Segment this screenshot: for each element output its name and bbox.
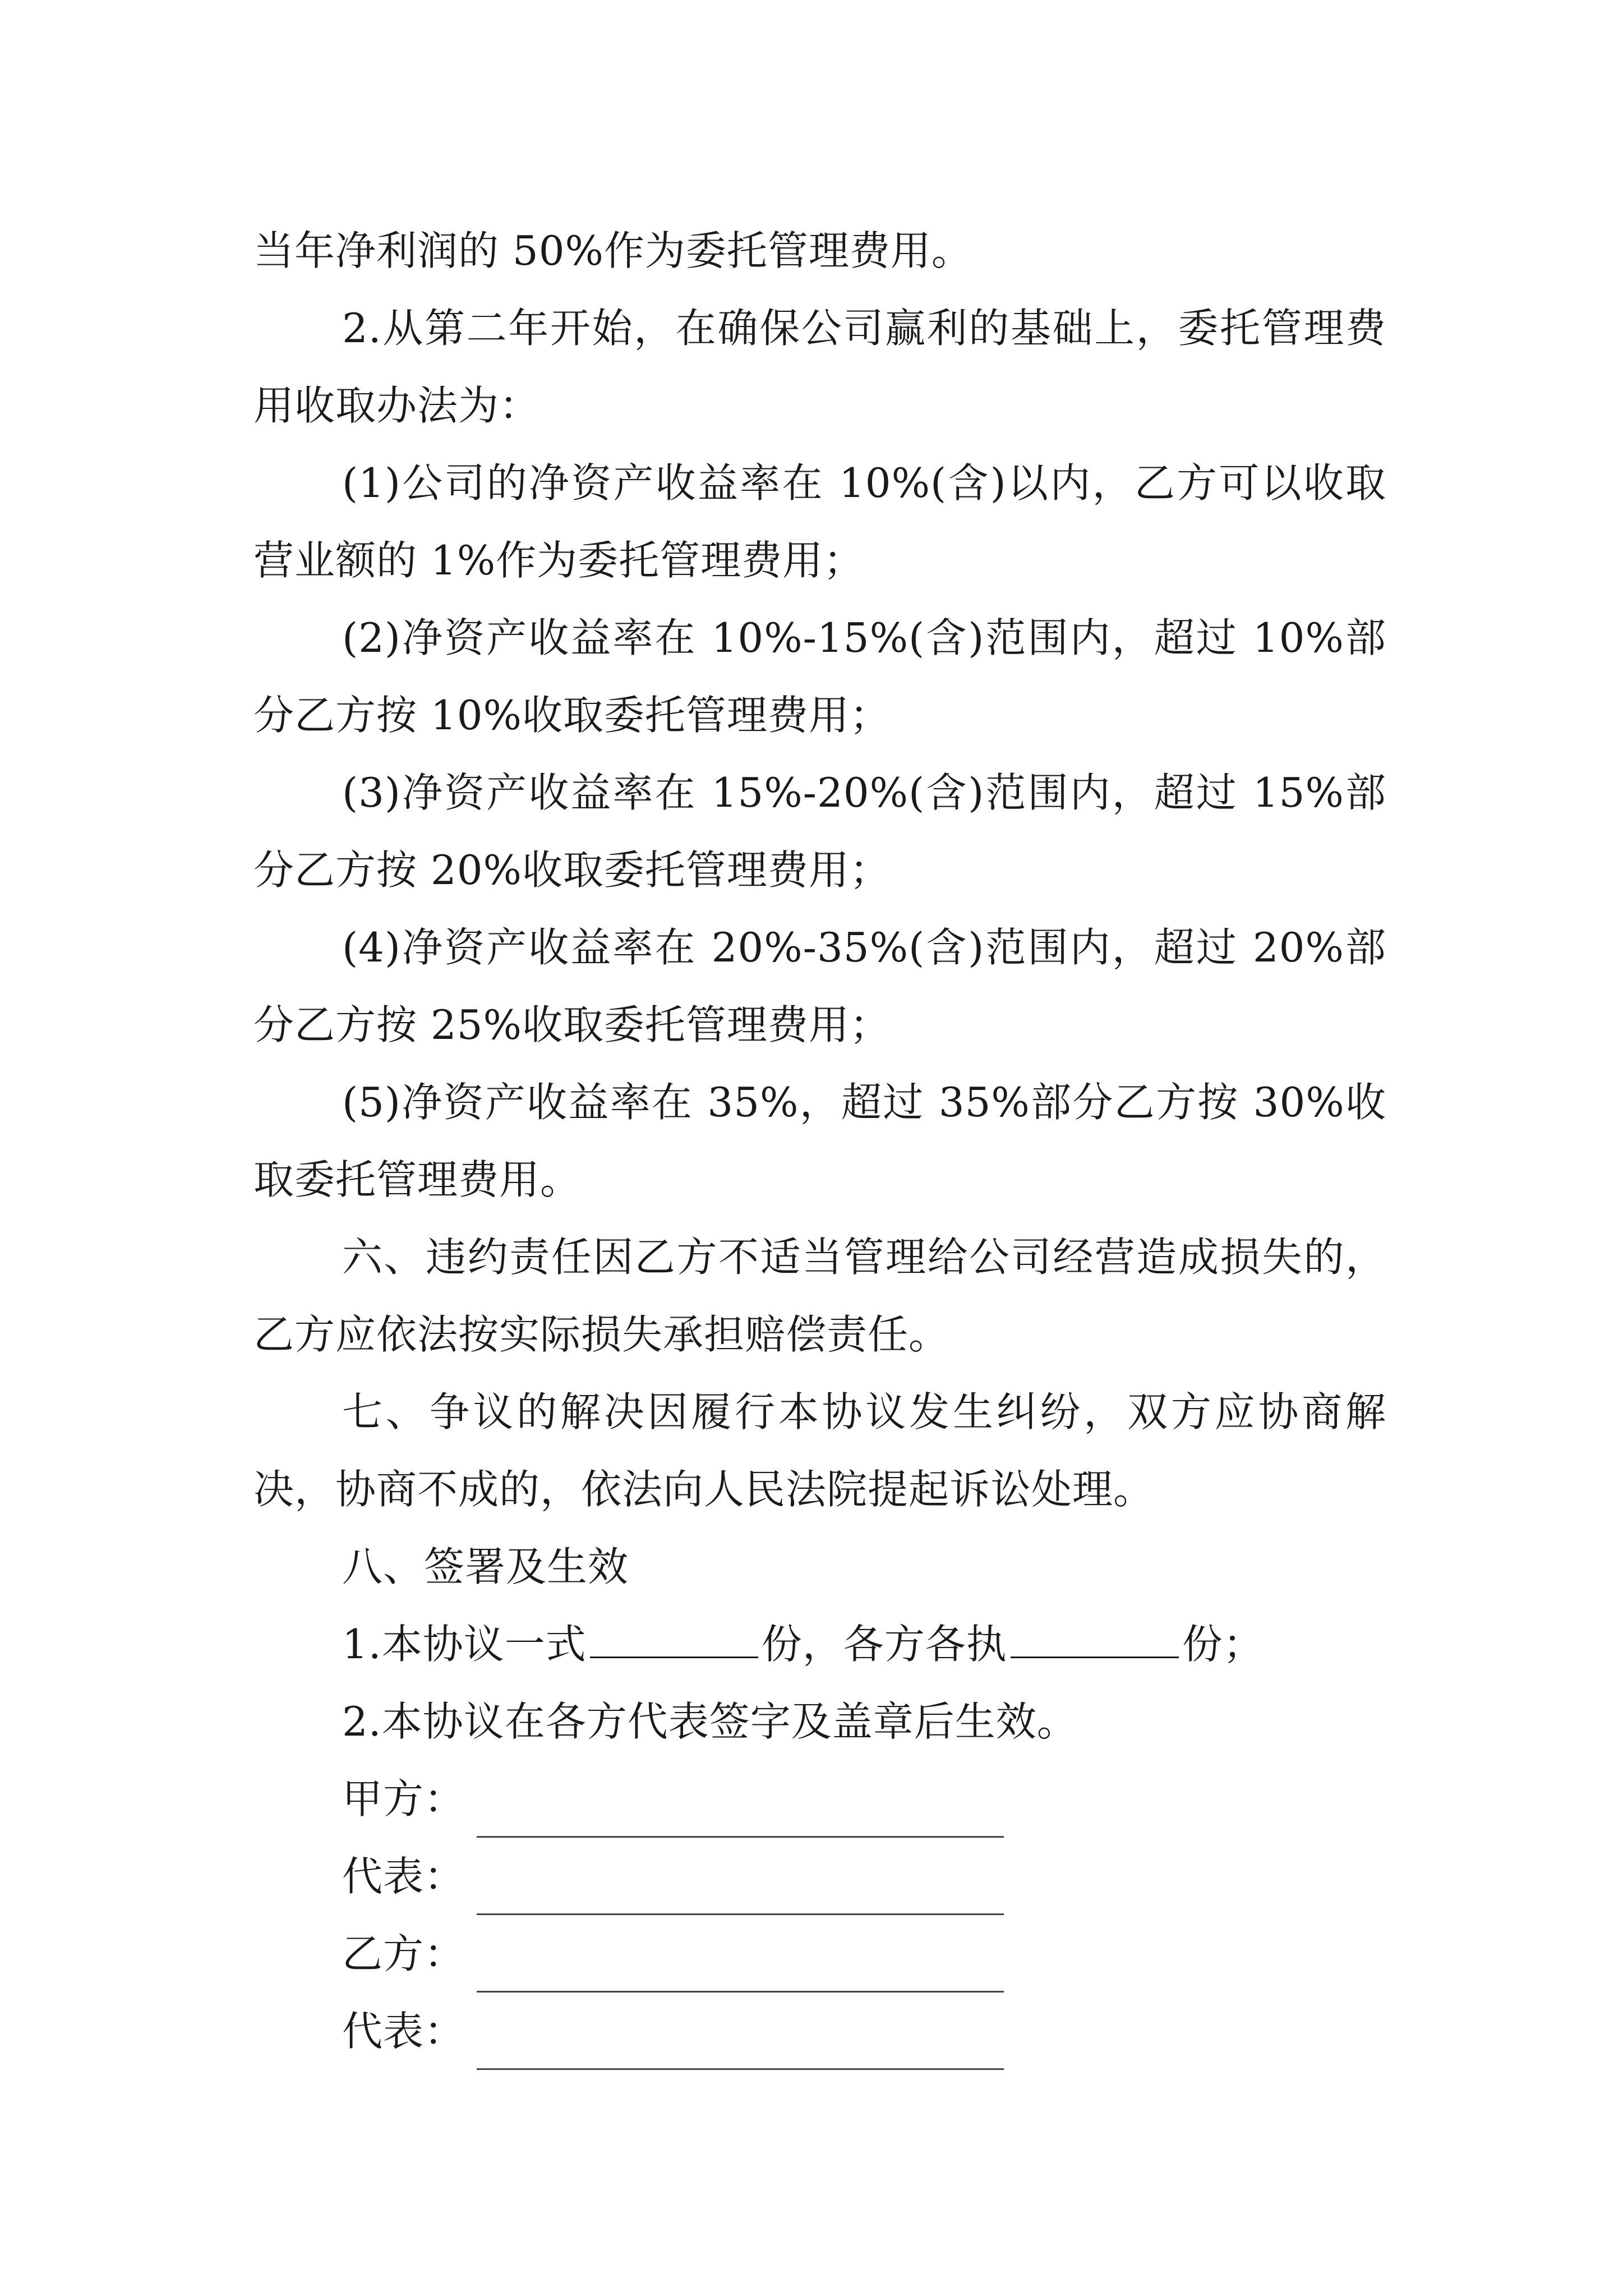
party-b-label: 乙方： (342, 1930, 465, 1977)
rep-b-signature-line[interactable] (477, 2019, 1004, 2070)
paragraph-liability: 六、违约责任因乙方不适当管理给公司经营造成损失的，乙方应依法按实际损失承担赔偿责任。 (253, 1234, 1386, 1358)
signature-row-party-a (253, 1760, 1386, 1838)
paragraph-fee-first-year: 当年净利润的 50%作为委托管理费用。 (253, 227, 972, 274)
paragraph-tier-2: (2)净资产收益率在 10%-15%(含)范围内，超过 10%部分乙方按 10%收取委托管理费用； (253, 614, 1386, 739)
copies-text-2: 份，各方各执 (761, 1621, 1007, 1668)
copies-line (253, 1605, 1386, 1683)
paragraph-tier-1: (1)公司的净资产收益率在 10%(含)以内，乙方可以收取营业额的 1%作为委托管理费用； (253, 459, 1386, 584)
copies-text-3: 份； (1182, 1621, 1264, 1668)
rep-a-label: 代表： (342, 1853, 465, 1900)
paragraph-tier-5: (5)净资产收益率在 35%，超过 35%部分乙方按 30%收取委托管理费用。 (253, 1079, 1386, 1203)
copies-total-blank[interactable] (590, 1623, 758, 1658)
document-body (253, 212, 1386, 2070)
paragraph-fee-second-year: 2.从第二年开始，在确保公司赢利的基础上，委托管理费用收取办法为： (253, 305, 1386, 429)
paragraph-tier-3: (3)净资产收益率在 15%-20%(含)范围内，超过 15%部分乙方按 20%收取委托管理费用； (253, 769, 1386, 894)
signature-row-rep-b (253, 1993, 1386, 2070)
signature-row-party-b (253, 1915, 1386, 1993)
party-a-signature-line[interactable] (477, 1787, 1004, 1838)
rep-a-signature-line[interactable] (477, 1864, 1004, 1915)
rep-b-label: 代表： (342, 2008, 465, 2055)
paragraph-dispute: 七、争议的解决因履行本协议发生纠纷，双方应协商解决，协商不成的，依法向人民法院提起诉讼处理。 (253, 1388, 1386, 1513)
heading-signing: 八、签署及生效 (342, 1543, 629, 1590)
effective-line: 2.本协议在各方代表签字及盖章后生效。 (342, 1698, 1078, 1745)
paragraph-tier-4: (4)净资产收益率在 20%-35%(含)范围内，超过 20%部分乙方按 25%收取委托管理费用； (253, 924, 1386, 1048)
signature-row-rep-a (253, 1838, 1386, 1915)
party-b-signature-line[interactable] (477, 1941, 1004, 1993)
party-a-label: 甲方： (342, 1775, 465, 1823)
copies-text-1: 1.本协议一式 (342, 1621, 587, 1668)
copies-each-blank[interactable] (1011, 1623, 1179, 1658)
